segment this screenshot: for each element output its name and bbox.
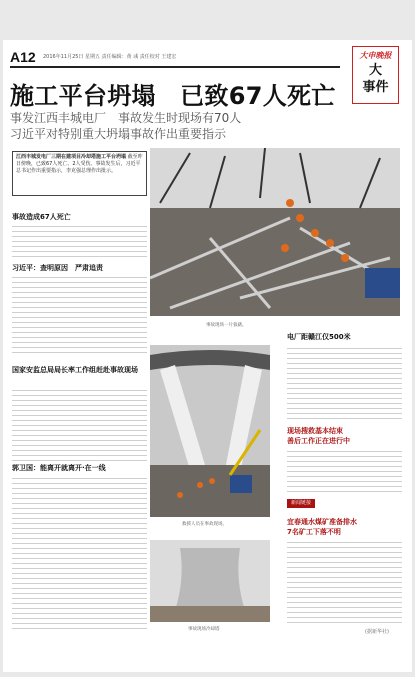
section-heading: 事故造成67人死亡 bbox=[12, 213, 71, 221]
headline: 施工平台坍塌 已致67人死亡 bbox=[10, 82, 336, 110]
right-heading: 宜春通水煤矿准备排水 bbox=[287, 518, 357, 526]
right-heading: 7名矿工下落不明 bbox=[287, 528, 341, 536]
body-text bbox=[12, 474, 147, 630]
photo-rescuers bbox=[150, 345, 270, 517]
body-text bbox=[287, 447, 402, 495]
page-number: A12 bbox=[10, 49, 36, 65]
intro-body: 截至昨日傍晚，已致67人死亡、2人受伤。事故发生后，习近平总书记作出重要指示，李克强总理作出批示。 bbox=[16, 154, 143, 174]
photo-caption: 事故现场冷却塔 bbox=[188, 627, 220, 632]
body-text bbox=[12, 386, 147, 461]
section-badge bbox=[352, 46, 399, 104]
body-text bbox=[12, 222, 147, 260]
intro-box bbox=[12, 151, 147, 196]
right-heading: 电厂距赣江仅500米 bbox=[287, 333, 351, 341]
credit: (据新华社) bbox=[365, 629, 389, 635]
news-link-tag: 新闻链接 bbox=[287, 499, 315, 508]
photo-caption: 事故现场一片狼藉。 bbox=[206, 323, 247, 328]
section-heading: 习近平：查明原因 严肃追责 bbox=[12, 264, 103, 272]
section-heading: 郭卫国：能离开就离开·在一线 bbox=[12, 464, 106, 472]
header-rule bbox=[10, 66, 340, 68]
section-heading: 国家安监总局局长率工作组赶赴事故现场 bbox=[12, 366, 138, 374]
right-heading: 善后工作正在进行中 bbox=[287, 437, 350, 445]
badge-line-1: 大 bbox=[368, 63, 382, 78]
subhead-1: 事发江西丰城电厂 事故发生时现场有70人 bbox=[10, 111, 242, 125]
photo-cooling-tower bbox=[150, 540, 270, 622]
brand-logo: 大申晚报 bbox=[359, 50, 392, 60]
badge-line-2: 事件 bbox=[362, 80, 389, 95]
page-header bbox=[10, 49, 310, 63]
body-text bbox=[287, 344, 402, 422]
subhead-2: 习近平对特别重大坍塌事故作出重要指示 bbox=[10, 127, 227, 141]
photo-collapse-site bbox=[150, 148, 400, 316]
photo-caption: 救援人员在事故现场。 bbox=[182, 522, 227, 527]
right-heading: 现场搜救基本结束 bbox=[287, 427, 343, 435]
body-text bbox=[287, 538, 402, 626]
intro-title: 江西丰城发电厂三期在建项目冷却塔施工平台坍塌 bbox=[16, 154, 127, 160]
page-meta: 2016年11月25日 星期五 责任编辑：黄 彧 责任校对 王建宏 bbox=[43, 54, 177, 60]
body-text bbox=[12, 273, 147, 357]
